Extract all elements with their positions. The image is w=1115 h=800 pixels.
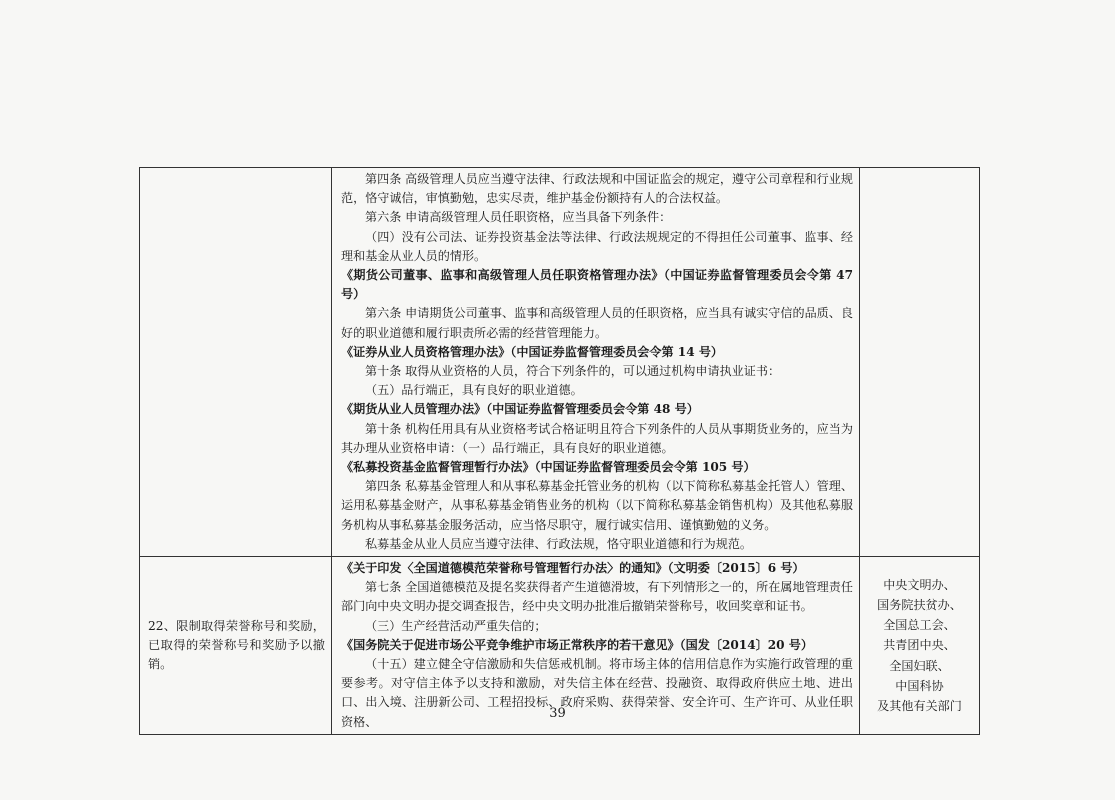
page-number: 39 (549, 706, 566, 721)
department-name: 中央文明办、 (883, 577, 956, 592)
department-list (860, 575, 979, 716)
regulation-clause: 第十条 取得从业资格的人员，符合下列条件的，可以通过机构申请执业证书： (365, 364, 781, 379)
department-name: 全国总工会、 (883, 618, 956, 633)
regulation-clause: 第七条 全国道德模范及提名奖获得者产生道德滑坡，有下列情形之一的，所在属地管理责任部门向中央文明办提交调查报告，经中央文明办批准后撤销荣誉称号，收回奖章和证书。 (341, 580, 853, 614)
department-cell (860, 168, 980, 557)
basis-text-block (332, 168, 859, 556)
department-name: 国务院扶贫办、 (877, 597, 962, 612)
department-name: 及其他有关部门 (877, 698, 962, 713)
regulation-title: 《期货公司董事、监事和高级管理人员任职资格管理办法》（中国证券监督管理委员会令第 47 号） (341, 268, 853, 302)
regulation-clause: （三）生产经营活动严重失信的； (365, 618, 547, 633)
regulation-clause: （四）没有公司法、证券投资基金法等法律、行政法规规定的不得担任公司董事、监事、经理和基金从业人员的情形。 (341, 229, 853, 263)
regulation-table (139, 167, 980, 735)
table-row (140, 168, 980, 557)
regulation-clause: 第十条 机构任用具有从业资格考试合格证明且符合下列条件的人员从事期货业务的，应当为其办理从业资格申请：（一）品行端正，具有良好的职业道德。 (341, 421, 853, 455)
regulation-clause: 第六条 申请高级管理人员任职资格，应当具备下列条件： (365, 210, 672, 225)
department-name: 全国妇联、 (889, 658, 950, 673)
department-name: 中国科协 (895, 678, 944, 693)
regulation-clause: 私募基金从业人员应当遵守法律、行政法规，恪守职业道德和行为规范。 (365, 536, 753, 551)
regulation-clause: 第六条 申请期货公司董事、监事和高级管理人员的任职资格，应当具有诚实守信的品质、良好的职业道德和履行职责所必需的经营管理能力。 (341, 306, 853, 340)
measure-cell (140, 168, 332, 557)
regulation-clause: （五）品行端正，具有良好的职业道德。 (365, 383, 583, 398)
regulation-clause: （十五）建立健全守信激励和失信惩戒机制。将市场主体的信用信息作为实施行政管理的重要参考。对守信主体予以支持和激励，对失信主体在经营、投融资、取得政府供应土地、进出口、出入境、注册新公司、工程招投标、政府采购、获得荣誉、安全许可、生产许可、从业任职资格、 (341, 657, 853, 729)
measure-text: 22、限制取得荣誉称号和奖励，已取得的荣誉称号和奖励予以撤销。 (148, 618, 325, 671)
regulation-title: 《证券从业人员资格管理办法》（中国证券监督管理委员会令第 14 号） (341, 344, 724, 359)
basis-cell (332, 168, 860, 557)
regulation-title: 《国务院关于促进市场公平竞争维护市场正常秩序的若干意见》（国发〔2014〕20 号） (341, 637, 813, 652)
regulation-title: 《关于印发〈全国道德模范荣誉称号管理暂行办法〉的通知》（文明委〔2015〕6 号） (341, 561, 805, 576)
regulation-clause: 第四条 私募基金管理人和从事私募基金托管业务的机构（以下简称私募基金托管人）管理、运用私募基金财产，从事私募基金销售业务的机构（以下简称私募基金销售机构）及其他私募服务机构从事私募基金服务活动，应当恪尽职守，履行诚实信用、谨慎勤勉的义务。 (341, 479, 853, 532)
regulation-title: 《私募投资基金监督管理暂行办法》（中国证券监督管理委员会令第 105 号） (341, 460, 756, 475)
regulation-clause: 第四条 高级管理人员应当遵守法律、行政法规和中国证监会的规定，遵守公司章程和行业规范，恪守诚信，审慎勤勉，忠实尽责，维护基金份额持有人的合法权益。 (341, 172, 853, 206)
regulation-title: 《期货从业人员管理办法》（中国证券监督管理委员会令第 48 号） (341, 402, 699, 417)
department-name: 共青团中央、 (883, 638, 956, 653)
